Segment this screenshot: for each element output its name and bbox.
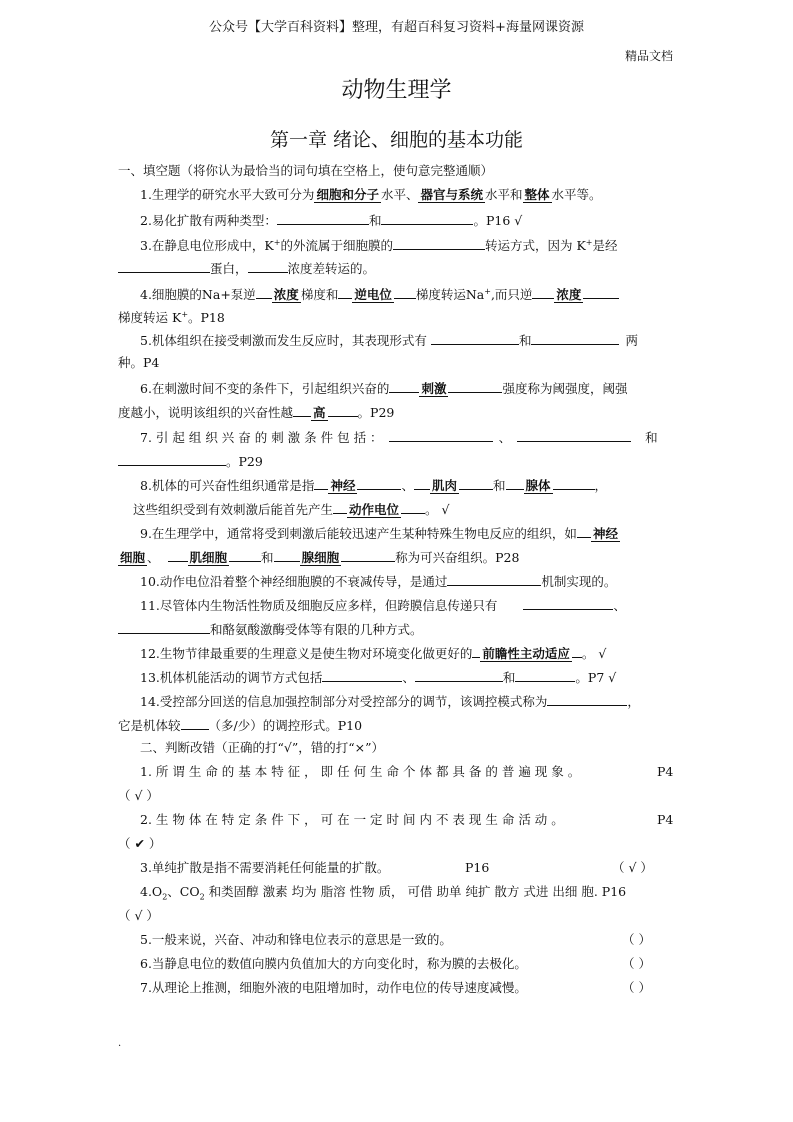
fill-q9-line2: 细胞 、 肌细胞 和 腺细胞 称为可兴奋组织。P28 xyxy=(120,550,520,565)
judge-4-text: $4.O_2$、$CO_2$ 和类固醇 激素 均为 脂溶 性物 质， 可借 助单 纯扩 散方 式进 出细 胞. P16 xyxy=(140,884,627,902)
section2-heading: 二、判断改错（正确的打“√”，错的打“×”） xyxy=(140,740,385,755)
judge-3-answer: （ √ ） xyxy=(612,860,653,875)
fill-q11-line2: 和酪氨酸激酶受体等有限的几种方式。 xyxy=(118,620,423,638)
judge-2-answer: （ ✔ ） xyxy=(118,836,162,851)
fill-q11-line1: 11.尽管体内生物活性物质及细胞反应多样，但跨膜信息传递只有 、 xyxy=(140,598,626,613)
fill-q8-line2: 这些组织受到有效刺激后能首先产生 动作电位 。 √ xyxy=(133,502,450,517)
fill-q5-line2: 种。P4 xyxy=(118,355,160,370)
fill-q3-line2: 蛋白， 浓度差转运的。 xyxy=(118,259,375,277)
fill-q10: 10.动作电位沿着整个神经细胞膜的不衰减传导，是通过 机制实现的。 xyxy=(140,574,617,589)
section1-heading: 一、填空题（将你认为最恰当的词句填在空格上，使句意完整通顺） xyxy=(118,163,494,178)
judge-7-answer: （ ） xyxy=(622,980,651,995)
judge-7-text: 7.从理论上推测，细胞外液的电阻增加时，动作电位的传导速度减慢。 xyxy=(140,980,527,995)
fill-q12: 12.生物节律最重要的生理意义是使生物对环境变化做更好的 前瞻性主动适应 。 √ xyxy=(140,646,607,661)
judge-5-answer: （ ） xyxy=(622,932,651,947)
fill-q6-line1: 6.在刺激时间不变的条件下，引起组织兴奋的 刺激 强度称为阈强度，阈强 xyxy=(140,381,628,396)
fill-q1: 1.生理学的研究水平大致可分为 细胞和分子 水平、 器官与系统 水平和 整体 水平等。 xyxy=(140,187,602,202)
fill-q5-line1: 5.机体组织在接受刺激而发生反应时，其表现形式有 和 两 xyxy=(140,333,638,348)
judge-6-answer: （ ） xyxy=(622,956,651,971)
fill-q14-line1: 14.受控部分回送的信息加强控制部分对受控部分的调节，该调控模式称为 ， xyxy=(140,694,640,709)
judge-3-text: 3.单纯扩散是指不需要消耗任何能量的扩散。 xyxy=(140,860,390,875)
judge-3-page: P16 xyxy=(465,860,490,875)
doc-tag: 精品文档 xyxy=(624,49,673,63)
fill-q14-line2: 它是机体较 （多/少）的调控形式。P10 xyxy=(118,718,363,733)
fill-q9-line1: 9.在生理学中，通常将受到刺激后能较迅速产生某种特殊生物电反应的组织，如 神经 xyxy=(140,526,618,541)
doc-title: 动物生理学 xyxy=(341,78,452,103)
judge-6-text: 6.当静息电位的数值向膜内负值加大的方向变化时，称为膜的去极化。 xyxy=(140,956,527,971)
judge-5-text: 5.一般来说，兴奋、冲动和锋电位表示的意思是一致的。 xyxy=(140,932,452,947)
judge-1-text: 1. 所 谓 生 命 的 基 本 特 征 ， 即 任 何 生 命 个 体 都 具 备 的 普 遍 现 象 。 xyxy=(140,764,581,779)
fill-q4-line1: 4.细胞膜的Na+泵逆 浓度 梯度和 逆电位 梯度转运Na+,而只逆 浓度 xyxy=(140,284,619,303)
fill-q7-line2: 。P29 xyxy=(118,452,263,470)
judge-1-page: P4 xyxy=(657,764,674,779)
fill-q2: 2.易化扩散有两种类型： 和 。P16 √ xyxy=(140,213,523,228)
judge-1-answer: （ √ ） xyxy=(118,788,159,803)
fill-q4-line2: 梯度转运 K+。P18 xyxy=(118,310,225,326)
fill-q8-line1: 8.机体的可兴奋性组织通常是指 神经 、 肌肉 和 腺体 ， xyxy=(140,478,608,493)
fill-q13: 13.机体机能活动的调节方式包括 、 和 。P7 √ xyxy=(140,670,617,685)
footer-mark: . xyxy=(118,1038,122,1049)
fill-q3-line1: 3.在静息电位形成中，K+的外流属于细胞膜的 转运方式，因为 K+是经 xyxy=(140,238,618,254)
header-banner: 公众号【大学百科资料】整理，有超百科复习资料+海量网课资源 xyxy=(209,20,584,35)
judge-2-text: 2. 生 物 体 在 特 定 条 件 下 ， 可 在 一 定 时 间 内 不 表 现 生 命 活 动 。 xyxy=(140,812,564,827)
fill-q6-line2: 度越小，说明该组织的兴奋性越 高 。P29 xyxy=(118,405,395,420)
judge-4-answer: （ √ ） xyxy=(118,908,159,923)
chapter-title: 第一章 绪论、细胞的基本功能 xyxy=(269,129,524,151)
judge-2-page: P4 xyxy=(657,812,674,827)
fill-q7-line1: 7. 引 起 组 织 兴 奋 的 刺 激 条 件 包 括 ： 、 和 xyxy=(140,430,658,445)
